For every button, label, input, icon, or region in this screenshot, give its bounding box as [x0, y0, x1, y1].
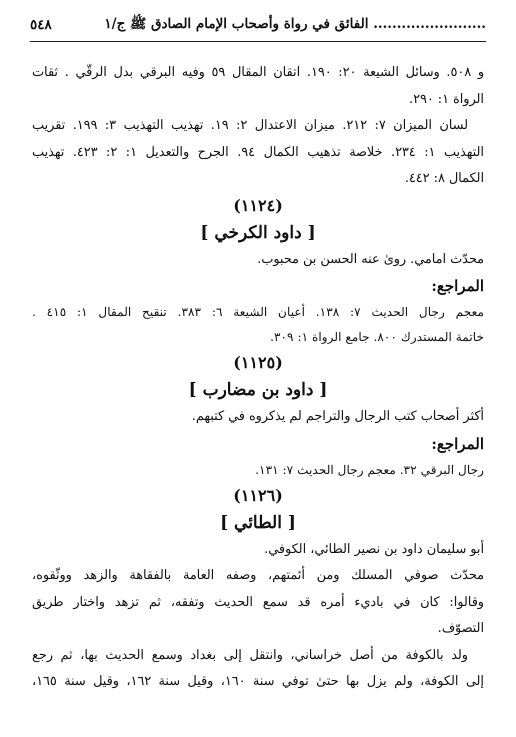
- running-header: [30, 12, 486, 38]
- text-line: و ٥٠٨. وسائل الشيعة ٢٠: ١٩٠. اتقان المقال ٥٩ وفيه البرقي بدل الرقّي . ثقات: [32, 65, 484, 80]
- text-line: لسان الميزان ٧: ٢١٢. ميزان الاعتدال ٢: ١٩. تهذيب التهذيب ٣: ١٩٩. تقريب: [32, 118, 468, 133]
- text-line: الرواة ١: ٢٩٠.: [409, 91, 484, 107]
- entry-name: [ الطائي ]: [220, 512, 296, 533]
- entry-name: [ داود الكرخي ]: [200, 222, 316, 243]
- page-number: ٥٤٨: [30, 17, 52, 33]
- entry-number: (١١٢٦): [233, 485, 283, 505]
- entry-1125: [32, 350, 484, 483]
- entry-text: محدّث صوفي المسلك ومن أئمتهم، وصفه العامة بالفقاهة والزهد ووثّقوه،: [32, 568, 484, 583]
- entry-number: (١١٢٤): [233, 195, 283, 215]
- entry-number: (١١٢٥): [233, 353, 283, 372]
- entry-text: ولد بالكوفة من أصل خراساني، وانتقل إلى بغداد وسمع الحديث بها، ثم رجع: [32, 647, 468, 663]
- entry-text: وقالوا: كان في باديء أمره قد سمع الحديث وتفقه، ثم تزهد واختار طريق: [32, 594, 484, 610]
- references-heading: المراجع:: [431, 434, 484, 453]
- references-heading: المراجع:: [431, 277, 484, 295]
- entry-text: محدّث امامي. روىٰ عنه الحسن بن محبوب.: [257, 251, 484, 267]
- previous-entry-references: [32, 60, 484, 193]
- header-title: ........................ الفائق في رواة وأصحاب الإمام الصادق ﷺ ج/١: [104, 16, 486, 32]
- entry-1126: [32, 483, 484, 696]
- text-line: الكمال ٨: ٤٤٢.: [404, 171, 484, 186]
- entry-text: التصوّف.: [437, 621, 484, 636]
- entry-1124: [32, 193, 484, 351]
- references-line: رجال البرقي ٣٢. معجم رجال الحديث ٧: ١٣١.: [255, 462, 484, 477]
- page-body: [32, 60, 484, 696]
- references-line: خاتمة المستدرك ٨٠٠. جامع الرواة ١: ٣٠٩.: [270, 330, 484, 344]
- entry-text: إلى الكوفة، ولم يزل بها حتىٰ توفي سنة ١٦٠، وقيل سنة ١٦٢، وقيل سنة ١٦٥،: [32, 674, 484, 689]
- entry-text: أكثر أصحاب كتب الرجال والتراجم لم يذكروه في كتبهم.: [191, 409, 484, 424]
- text-line: التهذيب ١: ٢٣٤. خلاصة تذهيب الكمال ٩٤. الجرح والتعديل ١: ٢: ٤٢٣. تهذيب: [32, 144, 484, 160]
- entry-text: أبو سليمان داود بن نصير الطائي، الكوفي.: [264, 541, 484, 557]
- header-rule: [30, 41, 486, 42]
- references-line: معجم رجال الحديث ٧: ١٣٨. أعيان الشيعة ٦: ٣٨٣. تنقيح المقال ١: ٤١٥ .: [32, 305, 484, 319]
- entry-name: [ داود بن مضارب ]: [188, 380, 328, 400]
